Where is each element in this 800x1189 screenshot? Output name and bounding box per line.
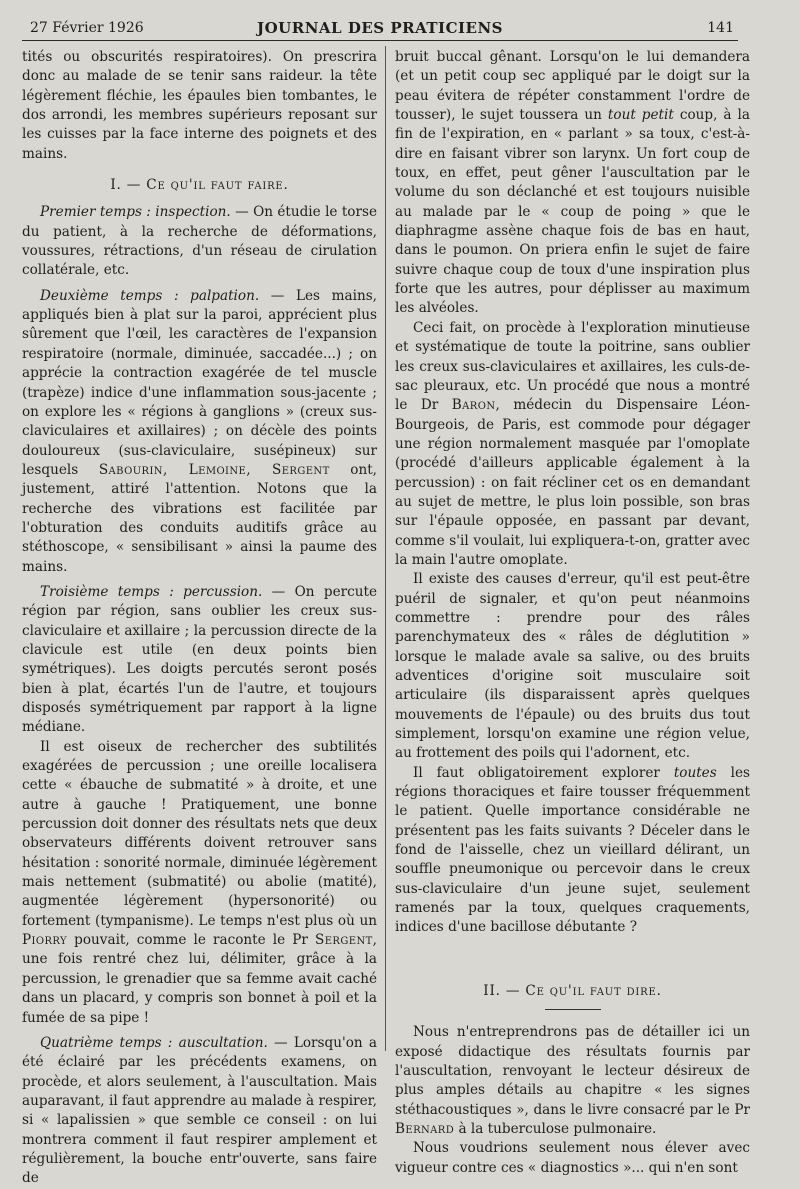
paragraph-obligatoire — [395, 764, 750, 938]
palpation-label: Deuxième temps : palpation. — [40, 287, 260, 304]
toux-text-a: bruit buccal gênant. Lorsqu'on le lui demandera (et un petit coup sec appliqué par le doigt sur la peau évitera de répéter constamment l'ordre de tousser), le sujet toussera un — [395, 49, 750, 124]
heading-ornament — [545, 1009, 601, 1013]
percussion-label: Troisième temps : percussion. — [40, 583, 263, 600]
paragraph-didactique — [395, 1023, 750, 1139]
palpation-text-a: — Les mains, appliqués bien à plat sur la paroi, apprécient plus sûrement que l'œil, les caractères de l'expansion respiratoire (normale, diminuée, saccadée...) ; on apprécie la contraction exagérée de tel muscle (trapèze) indice d'une inflammation sous-jacente ; on explore les « régions à ganglions » (creux sus-claviculaires et axillaires) ; on décèle des points douloureux (sus-claviculaire, susépineux) sur lesquels — [22, 287, 377, 478]
auscultation-text: — Lorsqu'on a été éclairé par les précédents examens, on procède, et alors seulement, à l'auscultation. Mais auparavant, il faut apprendre au malade à respirer, si « lapalissien » que semble ce conseil : on lui montrera comment il faut respirer amplement et régulièrement, la bouche entr'ouverte, sans faire de — [22, 1034, 377, 1187]
page-number: 141 — [707, 20, 734, 36]
paragraph-auscultation — [22, 1034, 377, 1189]
auscultation-label: Quatrième temps : auscultation. — [40, 1034, 268, 1051]
obligatoire-text-a: Il faut obligatoirement explorer — [413, 764, 674, 781]
didactique-text-a: Nous n'entreprendrons pas de détailler ici un exposé didactique des résultats fournis par l'auscultation, renvoyant le lecteur désireux de plus amples détails au chapitre « les signes stéthacoustiques », dans le livre consacré par le Pr — [395, 1024, 750, 1118]
didactique-text-b: à la tuberculose pulmonaire. — [454, 1120, 657, 1137]
paragraph-percussion — [22, 583, 377, 738]
issue-date: 27 Février 1926 — [30, 20, 144, 36]
palpation-text-b: ont, justement, attiré l'attention. Notons que la recherche des vibrations est facilitée par l'obturation des conduits auditifs grâce au stéthoscope, « sensibilisant » ainsi la paume des mains. — [22, 461, 378, 575]
column-divider — [385, 46, 386, 1051]
paragraph-erreurs: Il existe des causes d'erreur, qu'il est peut-être puéril de signaler, et qu'on peut néanmoins commettre : prendre pour des râles parenchymateux des « râles de déglutition » lorsque le malade avale sa salive, ou des bruits adventices d'origine soit musculaire soit articulaire (ils disparaissent après quelques mouvements de l'épaule) ou des bruits dus tout simplement, lorsqu'on examine une région velue, au frottement des poils qui l'adornent, etc. — [395, 571, 750, 762]
author-baron: Baron — [451, 397, 496, 414]
running-header — [22, 18, 738, 41]
inspection-label: Premier temps : inspection. — [40, 204, 231, 221]
section-heading-1: I. — Ce qu'il faut faire. — [110, 177, 289, 194]
author-piorry: Piorry — [22, 932, 68, 949]
toux-text-b: coup, à la fin de l'expiration, en « parlant » sa toux, c'est-à-dire en faisant vibrer son larynx. Un fort coup de toux, en effet, peut gêner l'auscultation par le volume du son déclanché et est toujours nuisible au malade par le « coup de poing » que le diaphragme assène chaque fois de bas en haut, dans le poumon. On priera enfin le sujet de faire suivre chaque coup de toux d'une inspiration plus forte que les autres, pour déplisser au maximum les alvéoles. — [395, 107, 750, 317]
oiseux-text-a: Il est oiseux de rechercher des subtilités exagérées de percussion ; une oreille localisera cette « ébauche de submatité » à droite, et une autre à gauche ! Pratiquement, une bonne percussion doit donner des résultats nets que deux observateurs différents doivent retrouver sans hésitation : sonorité normale, diminuée légèrement mais nettement (submatité) ou abolie (matité), augmentée légèrement (hypersonorité) ou fortement (tympanisme). Le temps n'est plus où un — [22, 738, 377, 929]
percussion-text: — On percute région par région, sans oublier les creux sus-claviculaire et axillaire ; la percussion directe de la clavicule est utile (en deux points bien symétriques). Les doigts percutés seront posés bien à plat, écartés l'un de l'autre, et toujours disposés symétriquement par rapport à la ligne médiane. — [22, 583, 377, 736]
paragraph-inspection — [22, 203, 377, 280]
exploration-text-b: , médecin du Dispensaire Léon-Bourgeois, de Paris, est commode pour dégager une région normalement masquée par l'omoplate (procédé d'ailleurs applicable également à la percussion) : on fait récliner cet os en demandant au sujet de mettre, le plus loin possible, son bras sur l'épaule opposée, en passant par devant, comme s'il voulait, lui expliquera-t-on, gratter avec la main l'autre omoplate. — [395, 397, 750, 568]
obligatoire-text-b: les régions thoraciques et faire tousser fréquemment le patient. Quelle importance considérable ne présentent pas les faits suivants ? Déceler dans le fond de l'aisselle, chez un vieillard délirant, un souffle pneumonique ou percevoir dans le creux sus-claviculaire d'un jeune sujet, seulement ramenés par la toux, quelques craquements, indices d'une bacillose débutante ? — [395, 764, 750, 936]
inspection-text: — On étudie le torse du patient, à la recherche de déformations, voussures, rétractions, d'un réseau de cirulation collatérale, etc. — [22, 204, 377, 279]
author-sergent: Sergent — [315, 932, 373, 949]
right-column — [395, 48, 750, 1178]
paragraph-diagnostics: Nous voudrions seulement nous élever avec vigueur contre ces « diagnostics »... qui n'en sont — [395, 1140, 750, 1176]
section-heading-2: II. — Ce qu'il faut dire. — [483, 982, 662, 999]
obligatoire-emphasis: toutes — [673, 764, 717, 781]
intro-paragraph: tités ou obscurités respiratoires). On prescrira donc au malade de se tenir sans raideur. la tête légèrement fléchie, les épaules bien tombantes, le dos arrondi, les membres supérieurs reposant sur les cuisses par la face interne des poignets et des mains. — [22, 49, 377, 162]
paragraph-oiseux — [22, 738, 377, 1028]
oiseux-text-b: pouvait, comme le raconte le Pr — [67, 932, 316, 949]
journal-title: JOURNAL DES PRATICIENS — [257, 19, 503, 37]
toux-emphasis: tout petit — [607, 107, 674, 124]
exploration-text-a: Ceci fait, on procède à l'exploration minutieuse et systématique de toute la poitrine, sans oublier les creux sus-claviculaires et axillaires, les culs-de-sac pleuraux, etc. Un procédé que nous a montré le Dr — [395, 319, 750, 414]
palpation-authors: Sabourin, Lemoine, Sergent — [98, 461, 330, 478]
oiseux-text-c: , une fois rentré chez lui, délimiter, grâce à la percussion, le grenadier que sa femme avait caché dans un placard, y compris son bonnet à poil et la fumée de sa pipe ! — [22, 932, 377, 1026]
author-bernard: Bernard — [395, 1120, 455, 1137]
paragraph-exploration — [395, 319, 750, 570]
paragraph-palpation — [22, 287, 377, 577]
paragraph-toux — [395, 48, 750, 319]
left-column — [22, 48, 377, 1189]
